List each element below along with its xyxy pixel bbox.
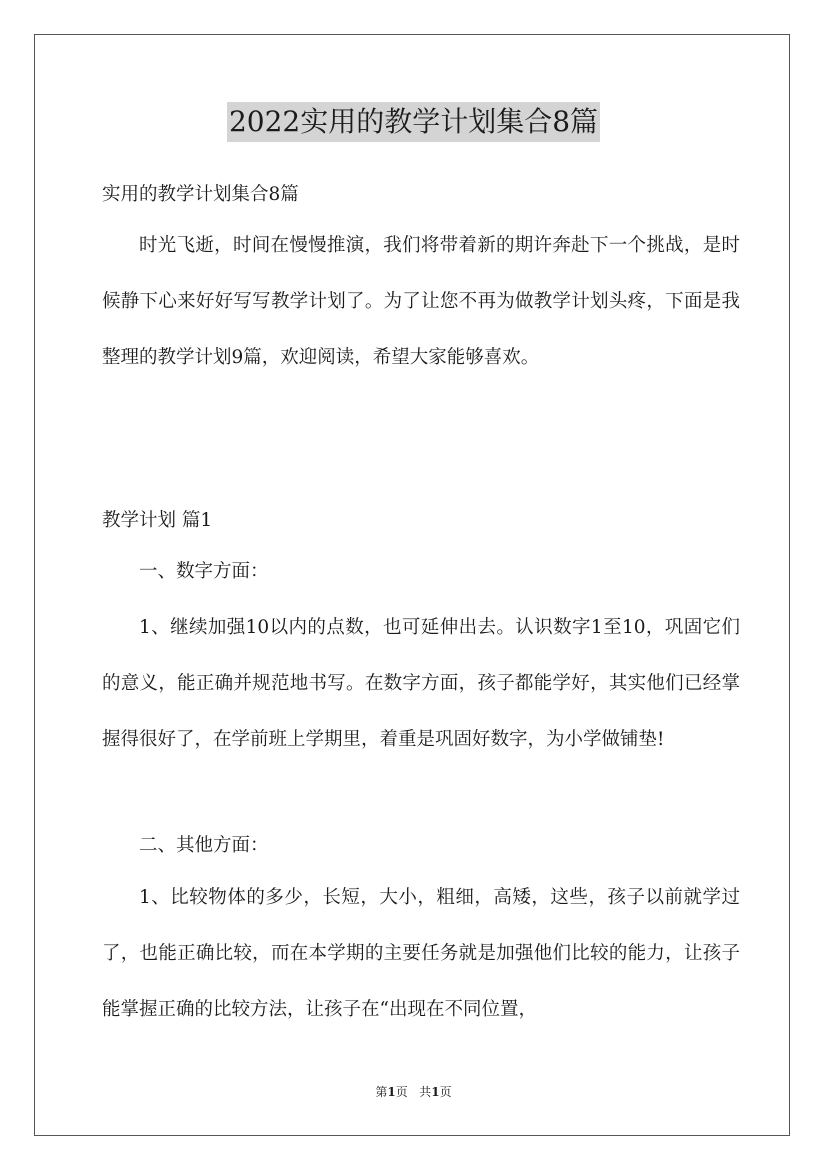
document-title: 2022实用的教学计划集合8篇 <box>227 102 600 142</box>
footer-page-label: 第 <box>375 1085 388 1099</box>
footer-page-number: 1 <box>387 1085 396 1099</box>
footer-total-number: 1 <box>431 1085 440 1099</box>
part2-heading: 二、其他方面： <box>139 835 269 856</box>
document-title-wrap <box>0 102 827 142</box>
footer-page-unit: 页 <box>395 1085 408 1099</box>
document-subtitle: 实用的教学计划集合8篇 <box>102 184 299 205</box>
page-footer <box>0 1083 827 1100</box>
part1-heading: 一、数字方面： <box>139 561 269 582</box>
part1-paragraph: 1、继续加强10以内的点数，也可延伸出去。认识数字1至10，巩固它们的意义，能正确并规范地书写。在数字方面，孩子都能学好，其实他们已经掌握得很好了，在学前班上学期里，着重是巩固好数字，为小学做铺垫! <box>102 617 740 750</box>
section-heading: 教学计划 篇1 <box>102 510 213 531</box>
part2-paragraph: 1、比较物体的多少，长短，大小，粗细，高矮，这些，孩子以前就学过了，也能正确比较，而在本学期的主要任务就是加强他们比较的能力，让孩子能掌握正确的比较方法，让孩子在“出现在不同位置， <box>102 887 740 1020</box>
intro-paragraph: 时光飞逝，时间在慢慢推演，我们将带着新的期许奔赴下一个挑战，是时候静下心来好好写写教学计划了。为了让您不再为做教学计划头疼，下面是我整理的教学计划9篇，欢迎阅读，希望大家能够喜欢。 <box>102 235 740 368</box>
footer-total-unit: 页 <box>439 1085 452 1099</box>
footer-total-label: 共 <box>419 1085 432 1099</box>
